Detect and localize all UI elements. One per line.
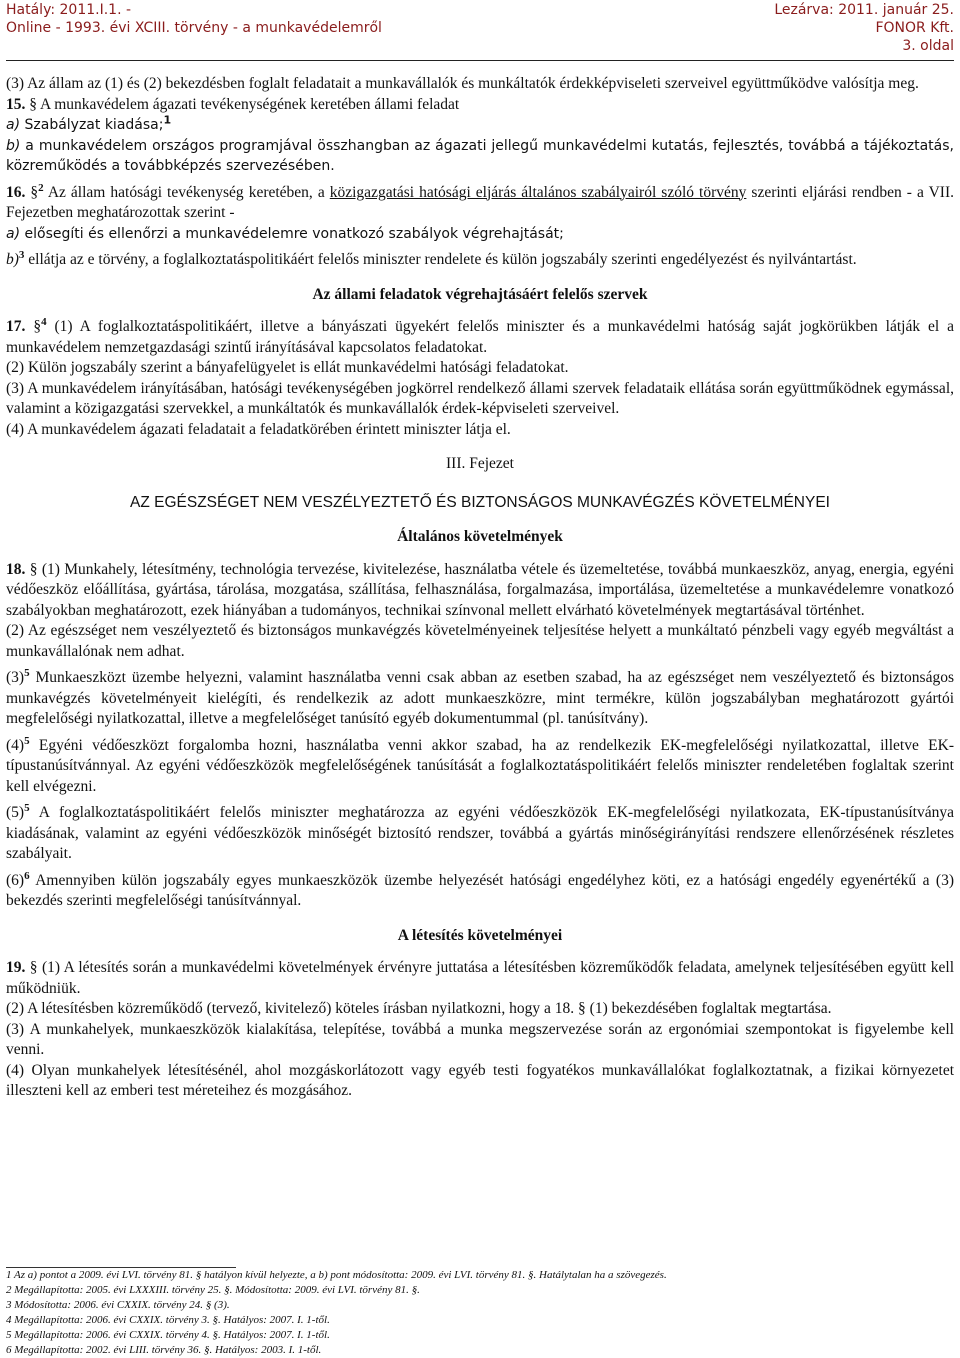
section-symbol: § [29,959,38,976]
paragraph-prefix: (5) [6,804,25,821]
section-text-cont: szerinti eljárási rendben - a VII. Fejezetben meghatározottak szerint - [6,183,954,221]
section-15-a [6,115,954,136]
paragraph-prefix: (6) [6,871,25,889]
section-19-2: (2) A létesítésben közreműködő (tervező, kivitelező) köteles írásban nyilatkozni, hogy a 18. § (1) bekezdésében foglaltak megtartása. [6,1000,832,1017]
footnote-4: 4 Megállapította: 2006. évi CXXIX. törvény 3. §. Hatályos: 2007. I. 1-től. [6,1314,330,1326]
section-text: A munkavédelem ágazati tevékenységének keretében állami feladat [40,95,460,113]
header-closed-date: Lezárva: 2011. január 25. [774,2,954,18]
item-prefix: a) [6,225,21,242]
section-19-3: (3) A munkahelyek, munkaeszközök kialakítása, telepítése, továbbá a munka megszervezése során az ergonómiai szempontokat is figyelembe kell venni. [6,1020,954,1058]
heading-state-bodies: Az állami feladatok végrehajtásáért felelős szervek [312,285,648,303]
section-text: Az állam hatósági tevékenység keretében, a [47,183,325,201]
footnote-ref-5[interactable]: 5 [24,734,30,747]
section-symbol: § [33,318,42,335]
chapter-number: III. Fejezet [446,455,514,472]
footnote-ref-4[interactable]: 4 [41,315,47,328]
section-number: 19. [6,959,26,976]
document-body [6,74,954,1102]
section-number: 18. [6,560,26,578]
section-17-1 [6,317,954,358]
item-text: a munkavédelem országos programjával összhangban az ágazati jellegű munkavédelmi kutatás, fejlesztés, továbbá a tájékoztatás, közreműködés a továbbképzés szervezésében. [6,137,954,174]
section-18-5 [6,803,954,865]
paragraph-text: Amennyiben külön jogszabály egyes munkaeszközök üzembe helyezését hatósági engedélyhez köti, ez a hatósági engedély egyenértékű a (3) bekezdés szerinti megfelelőségi tanúsítvánnyal. [6,871,954,909]
footnote-2: 2 Megállapította: 2005. évi LXXXIII. törvény 25. §. Módosította: 2009. évi LVI. törvény 81. §. [6,1284,420,1296]
section-number: 16. [6,183,26,201]
section-18-1 [6,560,954,622]
paragraph-prefix: (3) [6,669,25,686]
section-symbol: § [29,560,38,578]
header-page-number: 3. oldal [902,38,954,54]
section-16 [6,183,954,224]
section-text: (1) A foglalkoztatáspolitikáért, illetve a bányászati ügyekért felelős miniszter és a munkavédelmi hatóság saját jogkörükben látják el a munkavédelem nemzetgazdasági szintű irányításával kapcsolatos feladatokat. [6,318,955,356]
section-15 [6,95,954,116]
item-text: elősegíti és ellenőrzi a munkavédelemre vonatkozó szabályok végrehajtását; [24,225,564,242]
section-19-1 [6,958,954,999]
section-17-4: (4) A munkavédelem ágazati feladatait a feladatkörében érintett miniszter látja el. [6,420,511,438]
section-symbol: § [29,95,37,113]
page-header [0,0,960,60]
section-15-b [6,136,954,177]
section-16-a [6,224,954,245]
item-prefix: a) [6,117,21,133]
header-document-title: Online - 1993. évi XCIII. törvény - a munkavédelemről [6,20,382,36]
paragraph-prefix: (4) [6,736,25,754]
paragraph-text: Munkaeszközt üzembe helyezni, valamint használatba venni csak abban az esetben szabad, ha az egészséget nem veszélyeztető és biztonságos munkavégzés követelményeit kielégíti, és rendelkezik az adott munkaeszközre, mint termékre, külön jogszabályban meghatározott gyártói megfelelőségi nyilatkozattal, illetve a megfelelőséget tanúsító egyéb dokumentummal (pl. tanúsítvány). [6,669,954,727]
section-number: 15. [6,95,26,113]
section-19-4: (4) Olyan munkahelyek létesítésénél, ahol mozgáskorlátozott vagy egyéb testi fogyatékos munkavállalókat foglalkoztatnak, a fizikai környezetet illeszteni kell az emberi test méreteihez és mozgásához. [6,1061,954,1099]
footnotes [6,1268,954,1358]
footnote-ref-5[interactable]: 5 [24,666,30,679]
header-divider [6,60,954,61]
paragraph-text: Egyéni védőeszközt forgalomba hozni, használatba venni akkor szabad, ha az rendelkezik EK-megfelelőségi nyilatkozattal, illetve EK-típustanúsítvánnyal. Az egyéni védőeszközök megfelelőségének tanúsítását a foglalkoztatáspolitikáért felelős miniszter rendeletében foglaltak szerint kell elvégezni. [6,736,954,795]
chapter-title: AZ EGÉSZSÉGET NEM VESZÉLYEZTETŐ ÉS BIZTONSÁGOS MUNKAVÉGZÉS KÖVETELMÉNYEI [130,493,830,511]
section-18-4 [6,736,954,798]
section-number: 17. [6,318,26,335]
footnote-1: 1 Az a) pontot a 2009. évi LVI. törvény 81. § hatályon kívül helyezte, a b) pont módosította: 2009. évi LVI. törvény 81. §. Hatálytalan ha a szövegezés. [6,1269,667,1281]
section-16-b [6,250,954,271]
item-prefix: b) [6,137,21,154]
section-text: (1) A létesítés során a munkavédelmi követelmények érvényre juttatása a létesítésben közreműködők feladata, amelynek teljesítésében együtt kell működniük. [6,959,955,997]
item-prefix: b) [6,251,19,268]
section-17-2: (2) Külön jogszabály szerint a bányafelügyelet is ellát munkavédelmi hatósági feladatokat. [6,359,569,376]
header-validity: Hatály: 2011.I.1. - [6,2,132,18]
section-symbol: § [30,183,39,201]
section-18-2: (2) Az egészséget nem veszélyeztető és biztonságos munkavégzés követelményeinek teljesítése helyett a munkáltató pénzbeli vagy egyéb megváltást a munkavállalónak nem adhat. [6,622,954,660]
header-right [774,1,954,55]
law-link[interactable]: közigazgatási hatósági eljárás általános szabályairól szóló törvény [329,183,747,201]
section-18-3 [6,668,954,730]
heading-establishment-requirements: A létesítés követelményei [397,926,563,944]
header-left [6,1,382,37]
footnote-ref-3[interactable]: 3 [18,248,25,261]
section-17-3: (3) A munkavédelem irányításában, hatósági tevékenységében jogkörrel rendelkező állami szervek feladataik ellátása során együttműködnek egymással, valamint a közigazgatási szervekkel, a munkáltatók és munkavállalók érdek-képviseleti szerveivel. [6,379,954,417]
footnote-5: 5 Megállapította: 2006. évi CXXIX. törvény 4. §. Hatályos: 2007. I. 1-től. [6,1329,330,1341]
footnote-3: 3 Módosította: 2006. évi CXXIX. törvény 24. § (3). [6,1299,230,1311]
section-text: (1) Munkahely, létesítmény, technológia tervezése, kivitelezése, használatba vétele és üzemeltetése, továbbá munkaeszköz, anyag, energia, egyéni védőeszköz előállítása, gyártása, tárolása, mozgatása, szállítása, felhasználása, forgalmazása, importálása, üzemeltetése a munkavédelemre vonatkozó szabályokban meghatározott, ezek hiányában a tudományos, technikai színvonal mellett elvárható követelmények megtartásával történhet. [6,560,955,619]
paragraph-14-3: (3) Az állam az (1) és (2) bekezdésben foglalt feladatait a munkavállalók és munkáltatók érdekképviseleti szerveivel együttműködve valósítja meg. [6,75,919,92]
footnote-ref-1[interactable]: 1 [163,113,172,127]
item-text: ellátja az e törvény, a foglalkoztatáspolitikáért felelős miniszter rendelete és külön jogszabály szerinti engedélyezést és nyilvántartást. [28,251,857,268]
item-text: Szabályzat kiadása; [24,117,164,133]
footnote-6: 6 Megállapította: 2002. évi LIII. törvény 36. §. Hatályos: 2003. I. 1-től. [6,1344,322,1356]
footnote-ref-5[interactable]: 5 [24,801,30,814]
footnote-ref-2[interactable]: 2 [38,181,44,194]
header-publisher: FONOR Kft. [875,20,954,36]
paragraph-text: A foglalkoztatáspolitikáért felelős miniszter meghatározza az egyéni védőeszközök EK-megfelelőségi nyilatkozata, EK-típustanúsítványa kiadásának, valamint az egyéni védőeszközök minőségét biztosító rendszer, továbbá a gyártás minőségirányítási rendszere ellenőrzésének részletes szabályait. [6,804,954,862]
heading-general-requirements: Általános követelmények [397,528,563,545]
footnote-ref-6[interactable]: 6 [24,869,30,882]
section-18-6 [6,871,954,912]
